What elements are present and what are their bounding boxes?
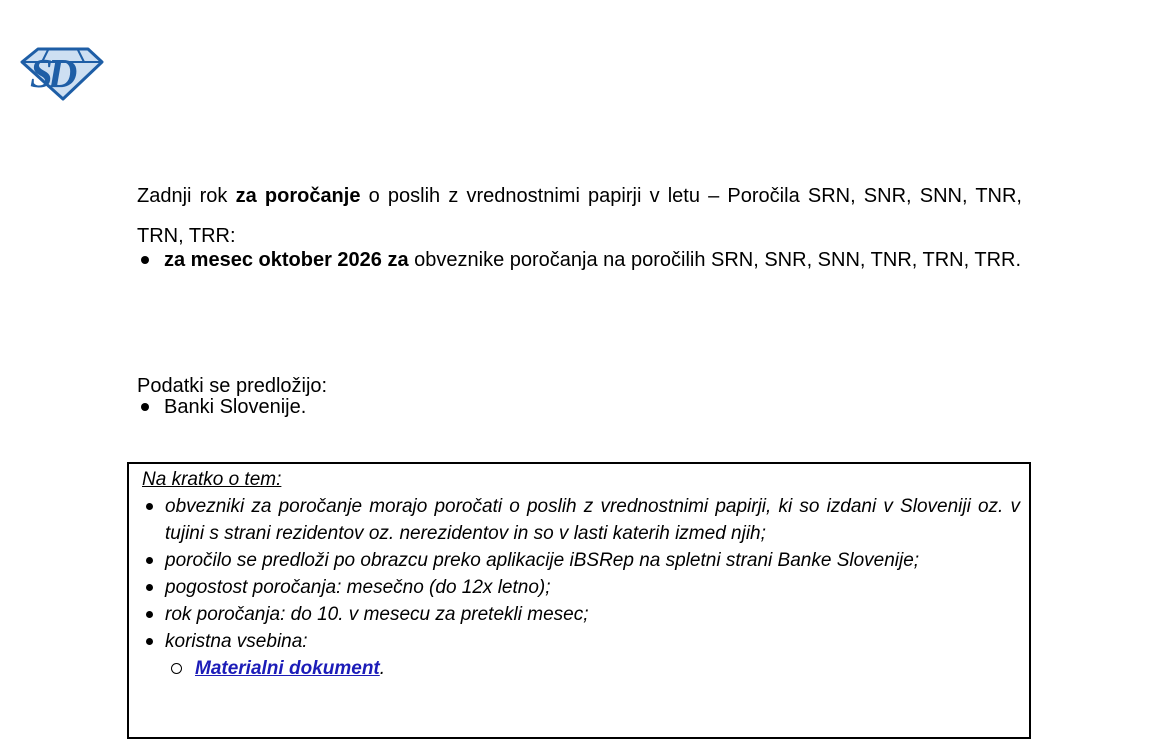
link-suffix: .: [379, 658, 386, 679]
sd-logo: [17, 45, 107, 101]
info-box: [127, 462, 1031, 739]
intro-bullet-list: [137, 240, 1022, 280]
submission-bullet-list: [137, 387, 1022, 427]
list-item: rok poročanja: do 10. v mesecu za pretekli mesec;: [142, 601, 1020, 628]
list-item: Banki Slovenije.: [137, 387, 1022, 427]
materialni-dokument-link[interactable]: Materialni dokument: [195, 658, 380, 679]
submission-heading: Podatki se predložijo:: [137, 375, 328, 397]
sd-logo-graphic: [17, 45, 107, 101]
info-box-sub-bullet: [142, 655, 1020, 682]
text-run: obveznike poročanja na poročilih SRN, SNR, SNN, TNR, TRN, TRR.: [408, 249, 1022, 271]
info-box-bullet-list: [142, 493, 1020, 655]
list-item: poročilo se predloži po obrazcu preko aplikacije iBSRep na spletni strani Banke Slovenije;: [142, 547, 1020, 574]
text-run: Zadnji rok: [137, 185, 236, 207]
info-box-title: Na kratko o tem:: [142, 469, 282, 490]
text-run: za mesec oktober 2026 za: [164, 249, 409, 271]
sd-logo-letters: SD: [30, 50, 73, 96]
text-run: o poslih z vrednostnimi papirji v letu – Poročila SRN, SNR, SNN, TNR, TRN, TRR:: [137, 185, 1022, 247]
list-item: koristna vsebina:: [142, 628, 1020, 655]
list-item: [137, 240, 1022, 280]
text-run: za poročanje: [235, 185, 361, 207]
list-item: obvezniki za poročanje morajo poročati o poslih z vrednostnimi papirji, ki so izdani v Sloveniji oz. v tujini s strani rezidentov oz. nerezidentov in so v lasti katerih izmed njih;: [142, 493, 1020, 547]
list-item: pogostost poročanja: mesečno (do 12x letno);: [142, 574, 1020, 601]
